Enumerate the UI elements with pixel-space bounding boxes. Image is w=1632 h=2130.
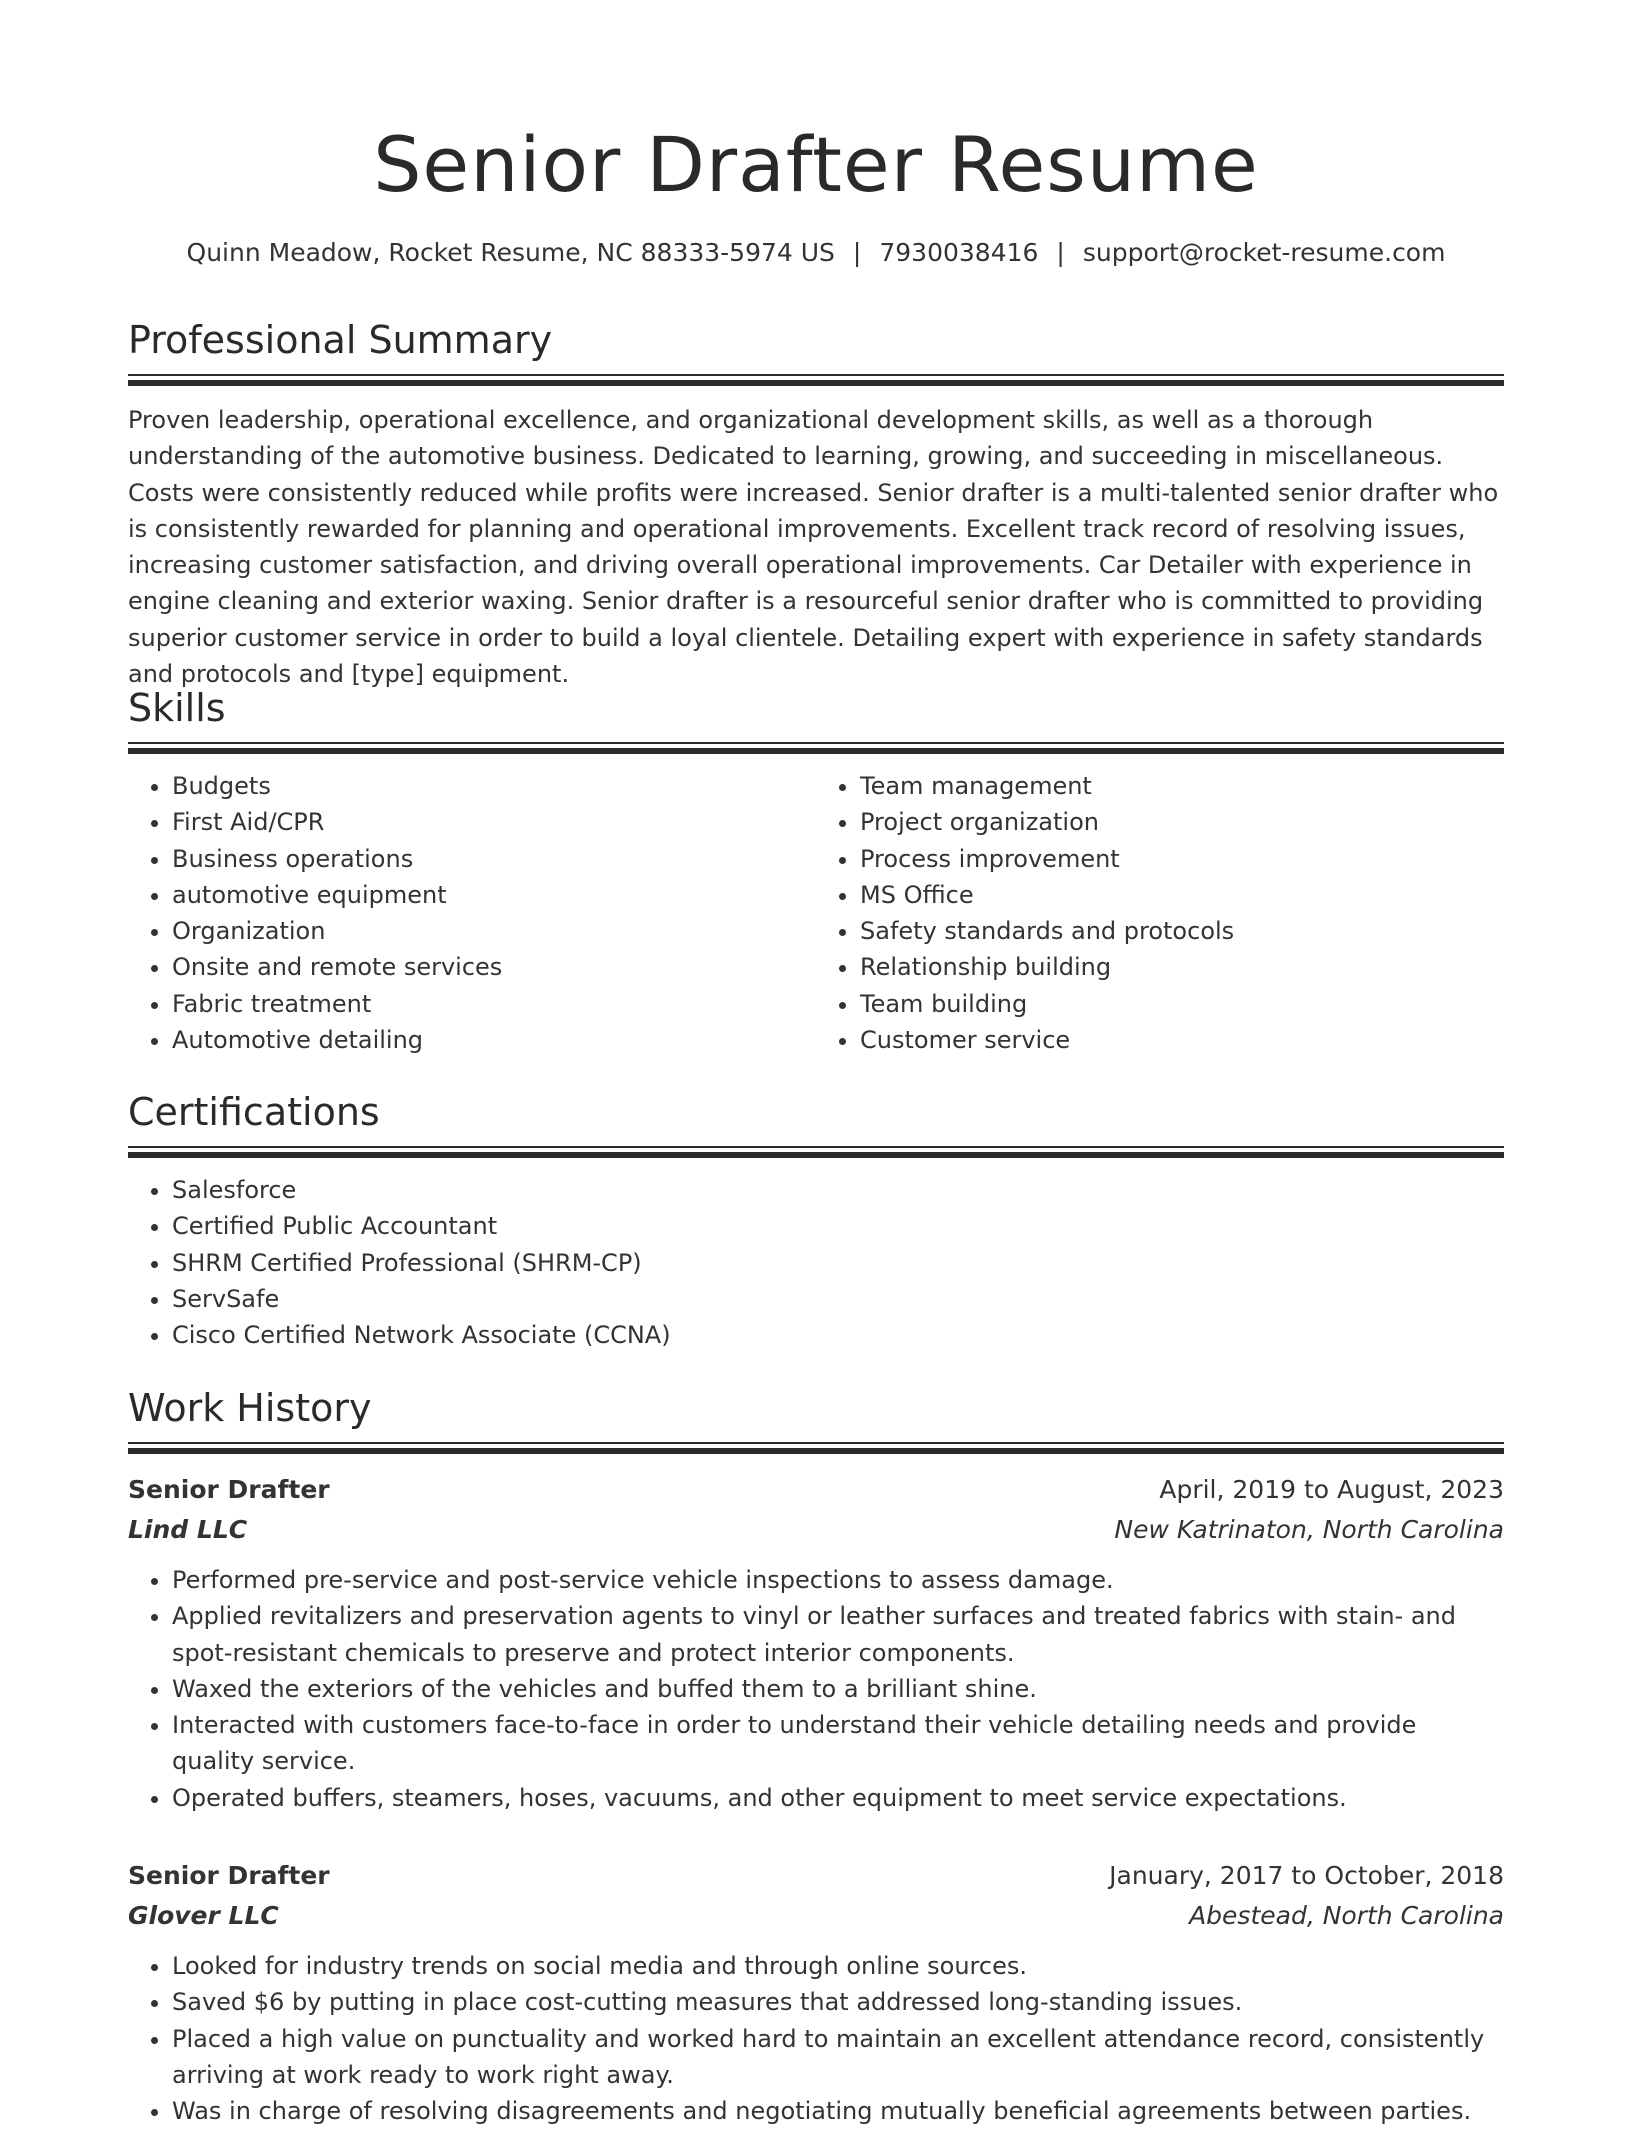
- skill-item: • Team management: [860, 768, 1504, 804]
- certification-item: • ServSafe: [172, 1281, 1504, 1317]
- skill-item: • Automotive detailing: [172, 1022, 816, 1058]
- skill-item: • Safety standards and protocols: [860, 913, 1504, 949]
- job-bullet: • Placed a high value on punctuality and worked hard to maintain an excellent attendance record, consistently arriving at work ready to work right away.: [172, 2021, 1504, 2094]
- skill-item: • Fabric treatment: [172, 986, 816, 1022]
- skills-list-right: [816, 768, 1504, 1058]
- job-dates: April, 2019 to August, 2023: [1159, 1475, 1504, 1504]
- skills-section: [128, 686, 1504, 1058]
- skill-item: • Customer service: [860, 1022, 1504, 1058]
- job-subheader: [128, 1896, 1504, 1936]
- job-bullets: [128, 1948, 1504, 2129]
- certification-item: • SHRM Certified Professional (SHRM-CP): [172, 1245, 1504, 1281]
- job-bullet: • Applied revitalizers and preservation agents to vinyl or leather surfaces and treated fabrics with stain- and spot-resistant chemicals to preserve and protect interior components.: [172, 1598, 1504, 1671]
- contact-separator: |: [852, 238, 862, 267]
- job-bullet: • Operated buffers, steamers, hoses, vacuums, and other equipment to meet service expectations.: [172, 1780, 1504, 1816]
- skill-item: • Business operations: [172, 841, 816, 877]
- job-entry: [128, 1856, 1504, 2129]
- job-bullet: • Looked for industry trends on social media and through online sources.: [172, 1948, 1504, 1984]
- job-bullet: • Waxed the exteriors of the vehicles and buffed them to a brilliant shine.: [172, 1671, 1504, 1707]
- skill-item: • Project organization: [860, 804, 1504, 840]
- skill-item: • Team building: [860, 986, 1504, 1022]
- job-subheader: [128, 1510, 1504, 1550]
- job-title: Senior Drafter: [128, 1475, 330, 1504]
- work-history-heading: Work History: [128, 1386, 372, 1430]
- skills-list-left: [128, 768, 816, 1058]
- contact-separator: |: [1056, 238, 1065, 267]
- summary-section: [128, 318, 1504, 692]
- certification-item: • Salesforce: [172, 1172, 1504, 1208]
- skill-item: • Process improvement: [860, 841, 1504, 877]
- certification-item: • Certified Public Accountant: [172, 1208, 1504, 1244]
- job-bullet: • Saved $6 by putting in place cost-cutting measures that addressed long-standing issues.: [172, 1984, 1504, 2020]
- contact-address: Quinn Meadow, Rocket Resume, NC 88333-5974 US: [186, 238, 835, 267]
- job-company: Lind LLC: [128, 1515, 248, 1544]
- skills-columns: [128, 768, 1504, 1058]
- job-entry: [128, 1470, 1504, 1816]
- skills-heading: Skills: [128, 686, 226, 730]
- skill-item: • First Aid/CPR: [172, 804, 816, 840]
- certification-item: • Cisco Certified Network Associate (CCNA): [172, 1317, 1504, 1353]
- certifications-list: [128, 1172, 1504, 1353]
- resume-title: Senior Drafter Resume: [373, 120, 1259, 209]
- job-bullet: • Performed pre-service and post-service vehicle inspections to assess damage.: [172, 1562, 1504, 1598]
- job-dates: January, 2017 to October, 2018: [1109, 1861, 1504, 1891]
- section-divider: [128, 374, 1504, 386]
- job-bullet: • Was in charge of resolving disagreements and negotiating mutually beneficial agreements between parties.: [172, 2093, 1504, 2129]
- skill-item: • MS Office: [860, 877, 1504, 913]
- summary-text: Proven leadership, operational excellence, and organizational development skills, as well as a thorough understanding of the automotive business. Dedicated to learning, growing, and succeeding in miscellaneous. Costs were consistently reduced while profits were increased. Senior drafter is a multi-talented senior drafter who is consistently rewarded for planning and operational improvements. Excellent track record of resolving issues, increasing customer satisfaction, and driving overall operational improvements. Car Detailer with experience in engine cleaning and exterior waxing. Senior drafter is a resourceful senior drafter who is committed to providing superior customer service in order to build a loyal clientele. Detailing expert with experience in safety standards and protocols and [type] equipment.: [128, 406, 1499, 689]
- skill-item: • Organization: [172, 913, 816, 949]
- work-history-section: [128, 1386, 1504, 2130]
- section-divider: [128, 1146, 1504, 1158]
- section-divider: [128, 742, 1504, 754]
- summary-heading: Professional Summary: [128, 318, 553, 362]
- job-company: Glover LLC: [128, 1901, 279, 1931]
- skill-item: • Budgets: [172, 768, 816, 804]
- job-header: [128, 1470, 1504, 1510]
- job-location: New Katrinaton, North Carolina: [1114, 1515, 1504, 1544]
- job-title: Senior Drafter: [128, 1861, 330, 1891]
- job-location: Abestead, North Carolina: [1189, 1901, 1504, 1931]
- certifications-section: [128, 1090, 1504, 1353]
- contact-line: [0, 238, 1632, 267]
- job-bullet: • Interacted with customers face-to-face in order to understand their vehicle detailing needs and provide quality service.: [172, 1707, 1504, 1780]
- job-header: [128, 1856, 1504, 1896]
- skill-item: • Relationship building: [860, 949, 1504, 985]
- section-divider: [128, 1442, 1504, 1454]
- job-bullets: [128, 1562, 1504, 1816]
- skill-item: • automotive equipment: [172, 877, 816, 913]
- skill-item: • Onsite and remote services: [172, 949, 816, 985]
- contact-phone: 7930038416: [879, 238, 1039, 267]
- contact-email[interactable]: support@rocket-resume.com: [1082, 238, 1446, 267]
- certifications-heading: Certifications: [128, 1090, 380, 1134]
